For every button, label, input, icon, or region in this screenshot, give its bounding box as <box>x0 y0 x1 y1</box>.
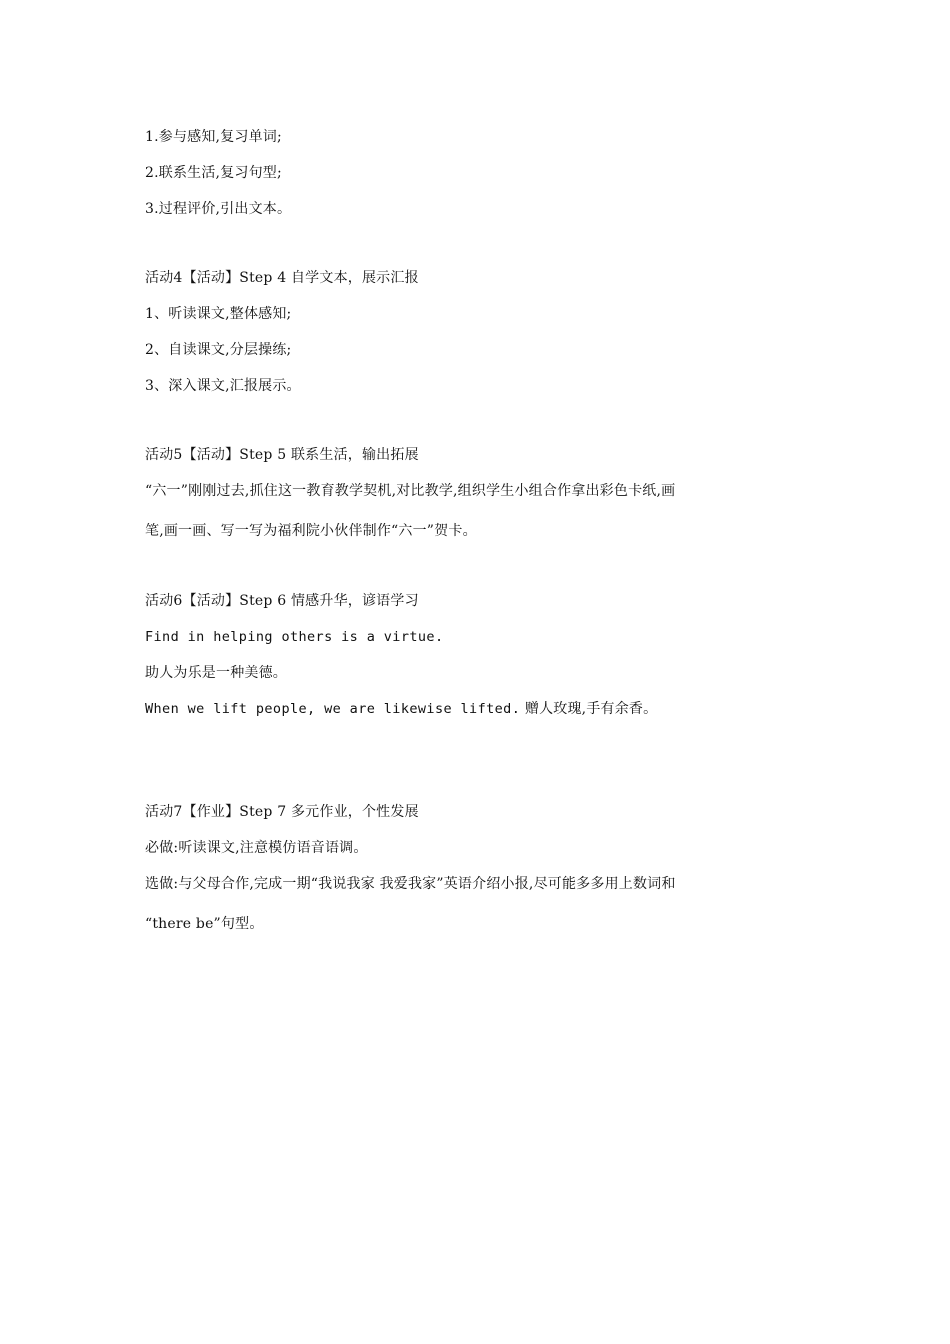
activity4-item-2: 2、自读课文,分层操练; <box>145 342 292 358</box>
intro-item-1: 1.参与感知,复习单词; <box>145 129 282 145</box>
intro-item-3: 3.过程评价,引出文本。 <box>145 201 292 217</box>
homework-optional-line-2: “there be”句型。 <box>145 916 264 932</box>
activity5-paragraph-line-1: “六一”刚刚过去,抓住这一教育教学契机,对比教学,组织学生小组合作拿出彩色卡纸,画 <box>145 483 676 499</box>
activity5-heading: 活动5【活动】Step 5 联系生活，输出拓展 <box>145 447 419 463</box>
proverb-2-english: When we lift people, we are likewise lifted. <box>145 701 521 717</box>
activity4-item-1: 1、听读课文,整体感知; <box>145 306 292 322</box>
homework-optional-line-1: 选做:与父母合作,完成一期“我说我家 我爱我家”英语介绍小报,尽可能多多用上数词和 <box>145 876 676 892</box>
intro-item-2: 2.联系生活,复习句型; <box>145 165 282 181</box>
proverb-1-chinese: 助人为乐是一种美德。 <box>145 665 287 681</box>
proverb-2-chinese: 赠人玫瑰,手有余香。 <box>524 701 658 717</box>
activity4-item-3: 3、深入课文,汇报展示。 <box>145 378 301 394</box>
activity7-heading: 活动7【作业】Step 7 多元作业，个性发展 <box>145 804 419 820</box>
proverb-2 <box>145 700 657 718</box>
activity4-heading: 活动4【活动】Step 4 自学文本，展示汇报 <box>145 270 419 286</box>
activity5-paragraph-line-2: 笔,画一画、写一写为福利院小伙伴制作“六一”贺卡。 <box>145 523 477 539</box>
activity6-heading: 活动6【活动】Step 6 情感升华，谚语学习 <box>145 593 419 609</box>
homework-required: 必做:听读课文,注意模仿语音语调。 <box>145 840 368 856</box>
proverb-1-english: Find in helping others is a virtue. <box>145 629 444 645</box>
